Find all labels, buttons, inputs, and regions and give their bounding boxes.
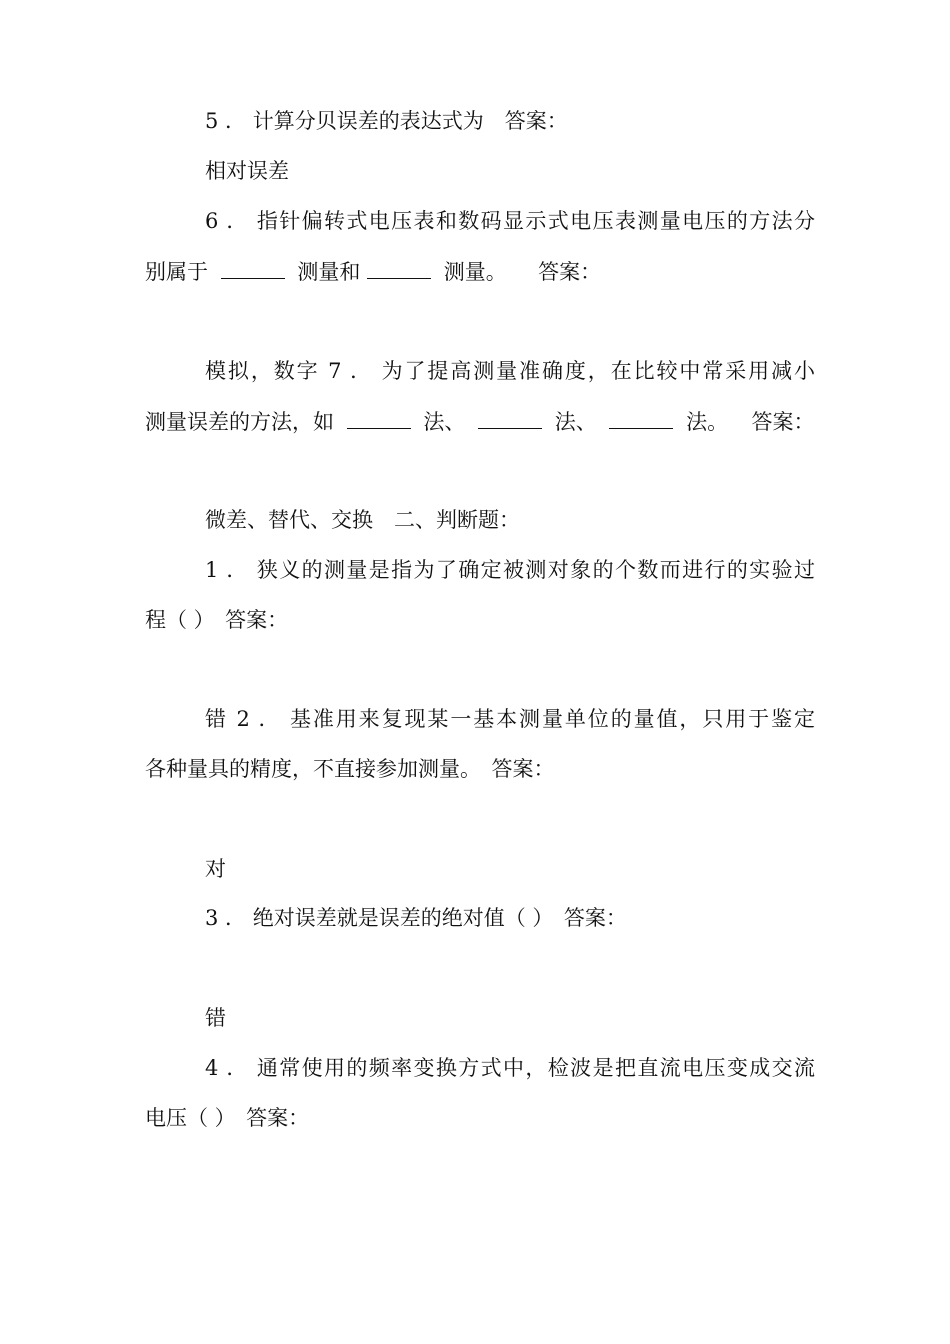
fill-blank bbox=[347, 406, 411, 429]
question-7-text-a: 测量误差的方法，如 bbox=[145, 410, 334, 434]
question-5: 5 ． 计算分贝误差的表达式为 答案： bbox=[205, 109, 568, 133]
question-7-text-c: 法、 bbox=[554, 410, 597, 434]
question-7-text-d: 法。 bbox=[686, 410, 729, 434]
judgement-1-line-1: 1 ． 狭义的测量是指为了确定被测对象的个数而进行的实验过 bbox=[205, 558, 815, 582]
judgement-1-answer-judgement-2-line-1: 错 2 ． 基准用来复现某一基本测量单位的量值，只用于鉴定 bbox=[205, 707, 815, 731]
question-7-text-b: 法、 bbox=[423, 410, 466, 434]
judgement-3-answer: 错 bbox=[205, 1006, 226, 1030]
question-7-answer-label: 答案： bbox=[751, 410, 815, 434]
judgement-4-line-1: 4 ． 通常使用的频率变换方式中，检波是把直流电压变成交流 bbox=[205, 1056, 815, 1080]
judgement-2-answer: 对 bbox=[205, 857, 226, 881]
judgement-4-line-2: 电压（ ） 答案： bbox=[145, 1106, 310, 1130]
question-6-answer-question-7-line-1: 模拟，数字 7 ． 为了提高测量准确度，在比较中常采用减小 bbox=[205, 359, 815, 383]
question-6-text-c: 测量。 bbox=[443, 260, 507, 284]
question-6-text-b: 测量和 bbox=[297, 260, 361, 284]
judgement-2-line-2: 各种量具的精度，不直接参加测量。 答案： bbox=[145, 757, 555, 781]
question-5-answer: 相对误差 bbox=[205, 159, 289, 183]
fill-blank bbox=[367, 256, 431, 279]
fill-blank bbox=[221, 256, 285, 279]
question-7-line-2 bbox=[145, 406, 815, 437]
judgement-1-line-2: 程（ ） 答案： bbox=[145, 608, 289, 632]
judgement-3: 3 ． 绝对误差就是误差的绝对值（ ） 答案： bbox=[205, 906, 627, 930]
fill-blank bbox=[478, 406, 542, 429]
question-7-answer-section-2-heading: 微差、替代、交换 二、判断题： bbox=[205, 508, 520, 532]
fill-blank bbox=[609, 406, 673, 429]
question-6-answer-label: 答案： bbox=[538, 260, 602, 284]
question-6-line-2 bbox=[145, 256, 815, 287]
question-6-line-1: 6 ． 指针偏转式电压表和数码显示式电压表测量电压的方法分 bbox=[205, 209, 815, 233]
question-6-text-a: 别属于 bbox=[145, 260, 208, 284]
